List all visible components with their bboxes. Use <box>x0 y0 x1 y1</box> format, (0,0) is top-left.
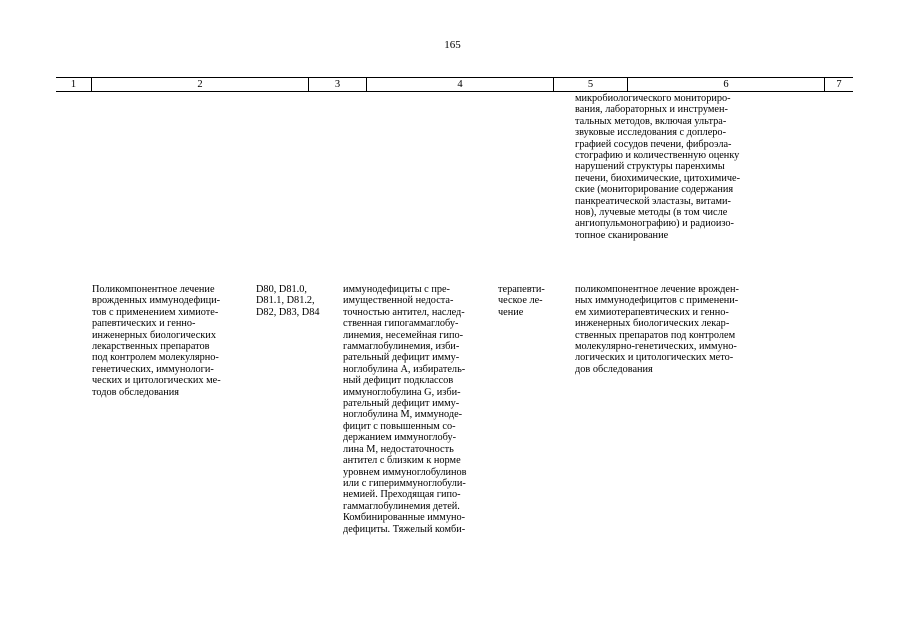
text-line: немией. Преходящая гипо- <box>343 489 461 501</box>
text-line: микробиологического мониториро- <box>575 93 731 104</box>
text-line: фицит с повышенным со- <box>343 420 456 432</box>
text-line: звуковые исследования с доплеро- <box>575 127 726 139</box>
text-line: ственная гипогаммаглобу- <box>343 318 459 330</box>
row2-treatment-type <box>498 284 562 318</box>
text-line: молекулярно-генетических, иммуно- <box>575 341 737 353</box>
text-line: под контролем молекулярно- <box>92 352 219 364</box>
text-line: ственных препаратов под контролем <box>575 329 736 341</box>
text-line: гаммаглобулинемия, изби- <box>343 341 460 353</box>
column-header-3: 3 <box>334 79 341 90</box>
text-line: инженерных биологических <box>92 329 216 341</box>
text-line: гаммаглобулинемия детей. <box>343 500 460 512</box>
column-header-1: 1 <box>70 79 77 90</box>
text-line: печени, биохимические, цитохимиче- <box>575 172 741 184</box>
text-line: терапевти- <box>498 284 545 295</box>
column-header-5: 5 <box>587 79 594 90</box>
column-header-4: 4 <box>457 79 463 90</box>
text-line: чение <box>498 306 524 318</box>
text-line: иммунодефициты с пре- <box>343 284 450 295</box>
text-line: рапевтических и генно- <box>92 318 196 330</box>
text-line: нов), лучевые методы (в том числе <box>575 207 728 219</box>
text-line: D81.1, D81.2, <box>256 295 315 307</box>
column-header-6: 6 <box>723 79 729 90</box>
text-line: инженерных биологических лекар- <box>575 318 730 330</box>
text-line: тов с применением химиоте- <box>92 306 219 318</box>
text-line: линемия, несемейная гипо- <box>343 329 464 341</box>
row2-treatment-name <box>92 284 252 398</box>
text-line: панкреатической эластазы, витами- <box>575 195 731 207</box>
text-line: D82, D83, D84 <box>256 306 320 318</box>
text-line: дефициты. Тяжелый комби- <box>343 523 466 535</box>
text-line: ангиопульмонографию) и радиоизо- <box>575 218 734 230</box>
row2-diagnosis-model <box>343 284 487 535</box>
text-line: графией сосудов печени, фиброэла- <box>575 138 732 150</box>
text-line: тальных методов, включая ультра- <box>575 115 727 127</box>
text-line: лекарственных препаратов <box>92 341 210 353</box>
text-line: рательный дефицит имму- <box>343 352 460 364</box>
text-line: точностью антител, наслед- <box>343 306 465 318</box>
text-line: Поликомпонентное лечение <box>92 284 215 295</box>
text-line: врожденных иммунодефици- <box>92 295 221 307</box>
text-line: нарушений структуры паренхимы <box>575 161 725 173</box>
row2-treatment-method <box>575 284 771 375</box>
text-line: топное сканирование <box>575 229 669 241</box>
text-line: или с гипериммуноглобули- <box>343 477 466 489</box>
text-line: поликомпонентное лечение врожден- <box>575 284 739 295</box>
text-line: логических и цитологических мето- <box>575 352 734 364</box>
text-line: тодов обследования <box>92 386 180 398</box>
row1-method-text <box>575 93 771 241</box>
text-line: иммуноглобулина G, изби- <box>343 386 461 398</box>
text-line: D80, D81.0, <box>256 284 307 295</box>
text-line: ный дефицит подклассов <box>343 375 454 387</box>
text-line: вания, лабораторных и инструмен- <box>575 104 728 116</box>
text-line: ных иммунодефицитов с применени- <box>575 295 739 307</box>
column-header-7: 7 <box>836 79 842 90</box>
column-header-row <box>56 77 853 92</box>
text-line: имущественной недоста- <box>343 295 454 307</box>
text-line: ноглобулина A, избиратель- <box>343 363 466 375</box>
text-line: лина M, недостаточность <box>343 443 454 455</box>
row2-icd-codes <box>256 284 329 318</box>
column-header-2: 2 <box>197 79 203 90</box>
text-line: рательный дефицит имму- <box>343 398 460 410</box>
text-line: ские (мониторирование содержания <box>575 184 734 196</box>
text-line: уровнем иммуноглобулинов <box>343 466 467 478</box>
text-line: стографию и количественную оценку <box>575 150 740 162</box>
text-line: ем химиотерапевтических и генно- <box>575 306 729 318</box>
text-line: держанием иммуноглобу- <box>343 432 457 444</box>
text-line: генетических, иммунологи- <box>92 363 214 375</box>
text-line: дов обследования <box>575 363 653 375</box>
text-line: ческое ле- <box>498 295 543 307</box>
text-line: ческих и цитологических ме- <box>92 375 221 387</box>
page-number: 165 <box>444 39 461 51</box>
text-line: ноглобулина M, иммуноде- <box>343 409 463 421</box>
text-line: антител с близким к норме <box>343 455 461 467</box>
text-line: Комбинированные иммуно- <box>343 512 466 524</box>
